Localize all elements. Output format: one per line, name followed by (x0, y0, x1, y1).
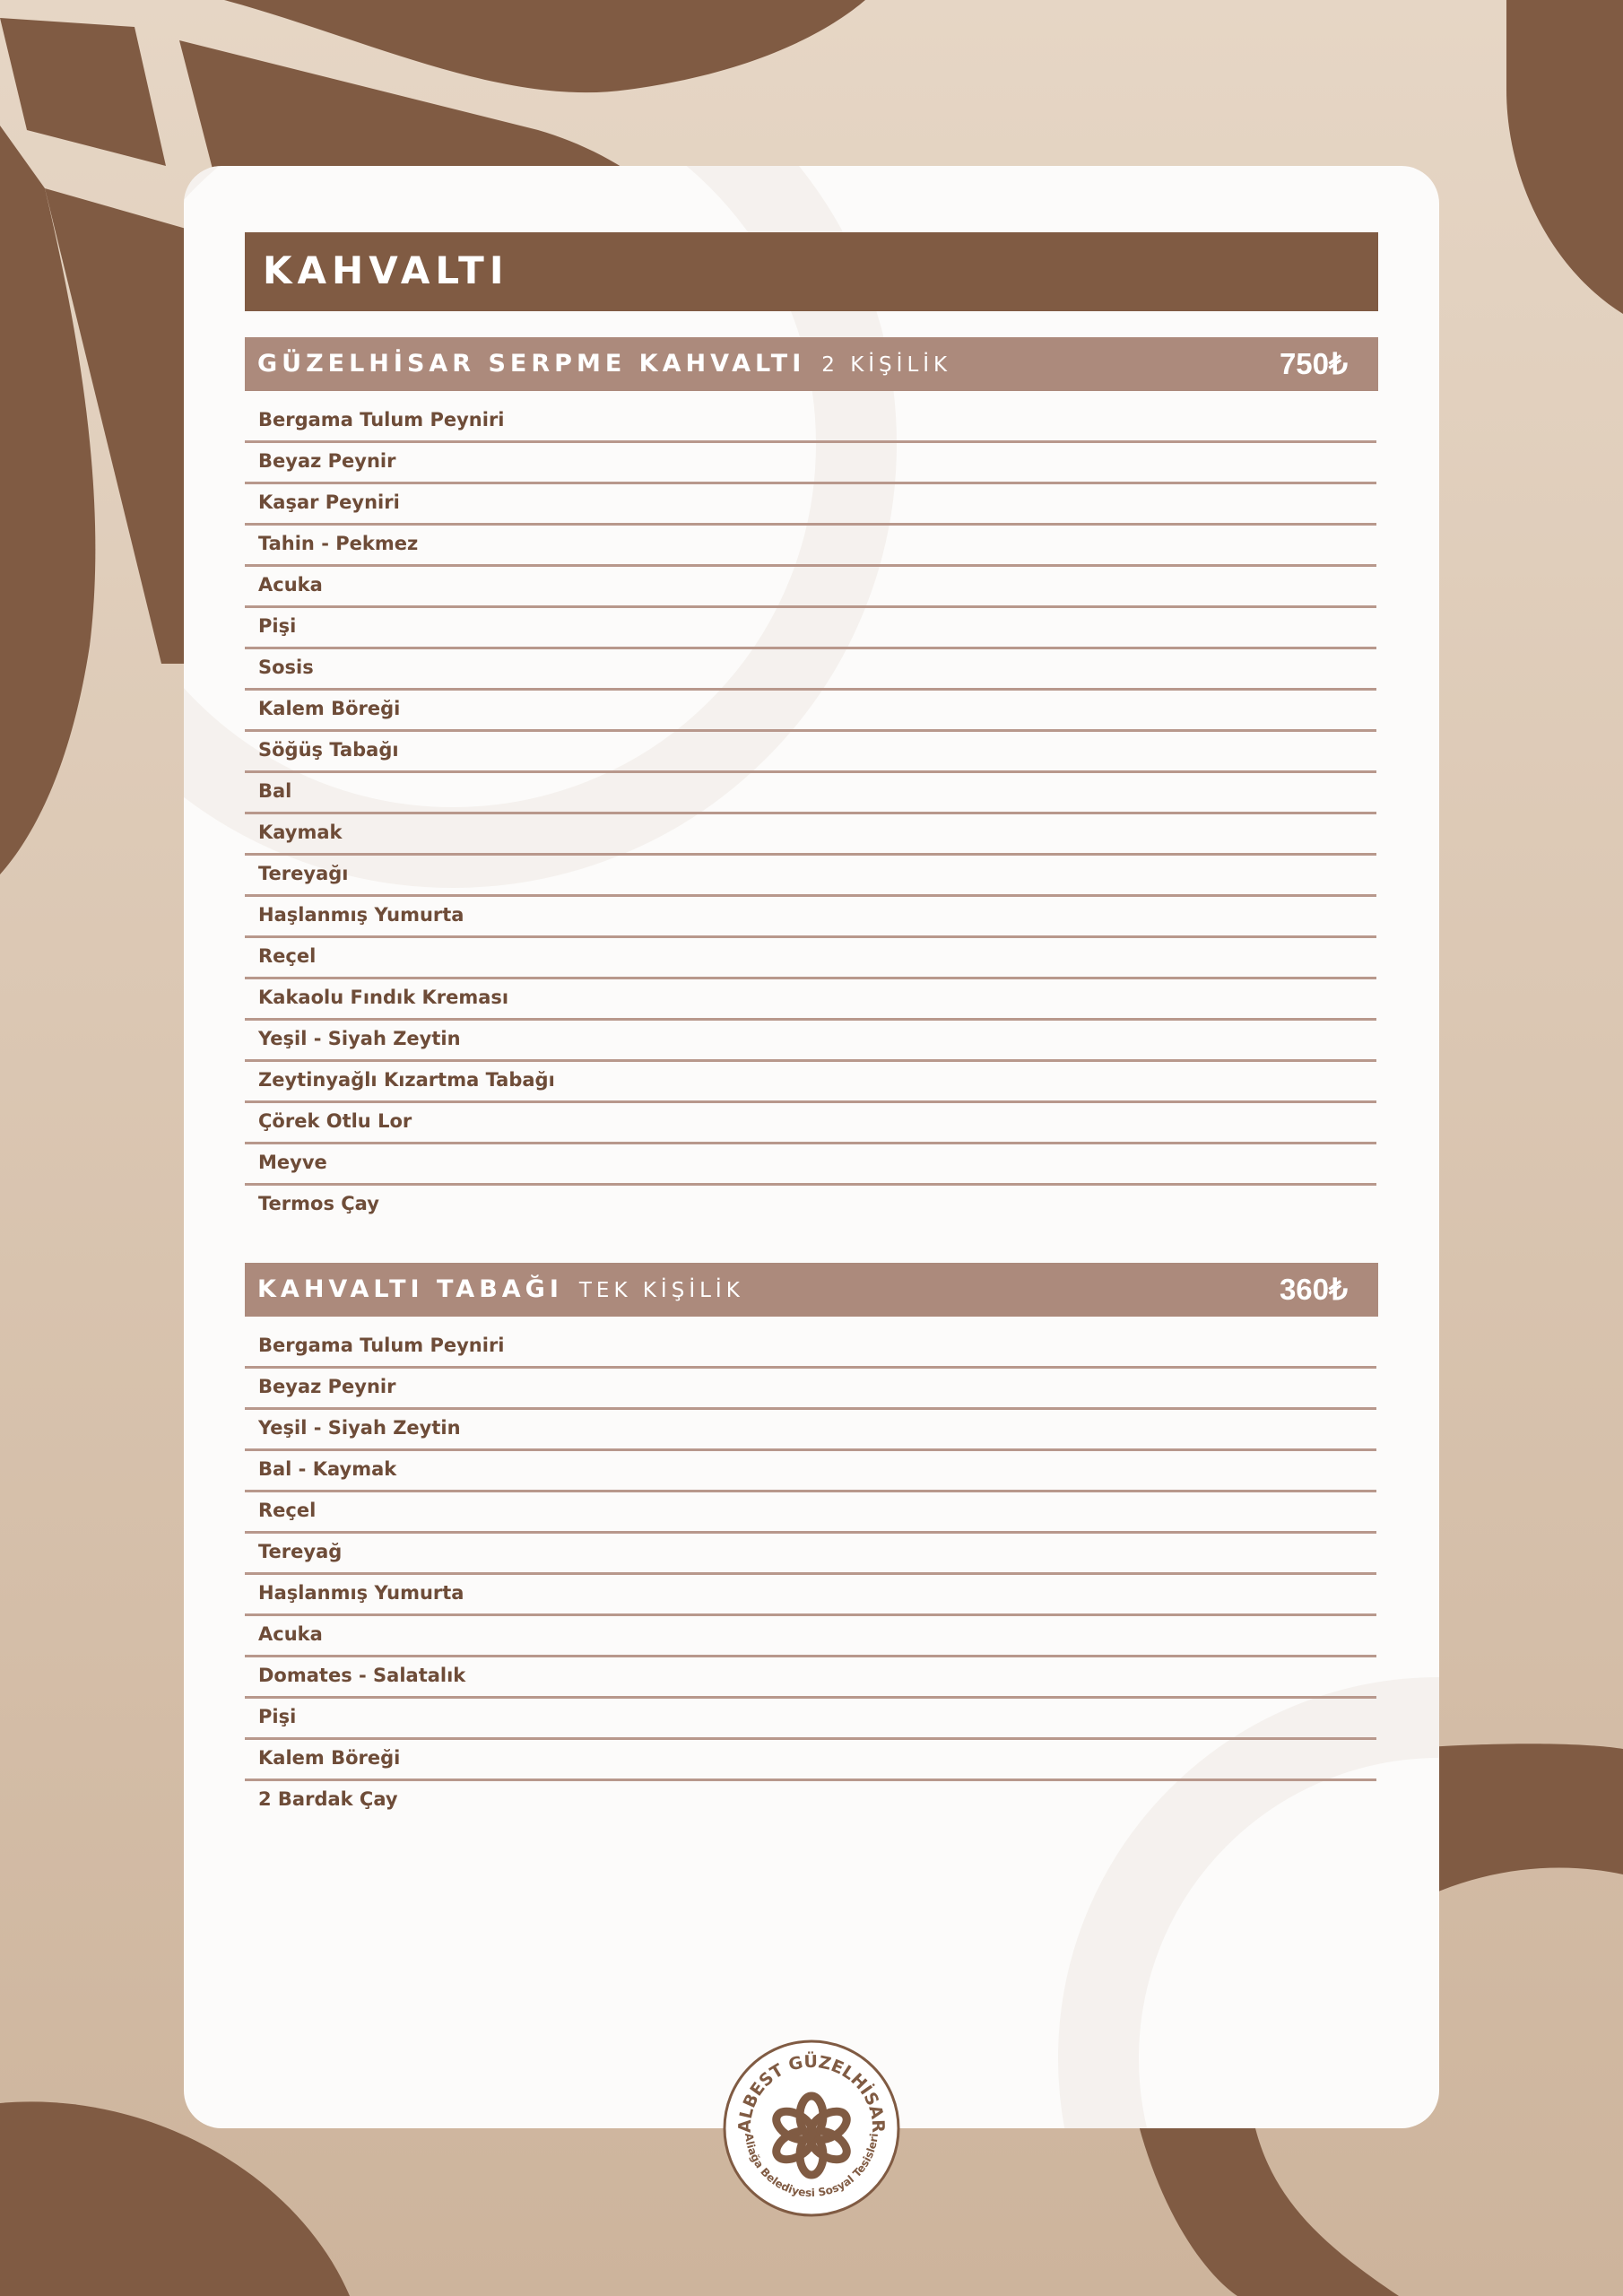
list-item (245, 1699, 1376, 1740)
item-name: Reçel (258, 945, 317, 967)
list-item (245, 1103, 1376, 1144)
item-name: Bal - Kaymak (258, 1458, 397, 1480)
list-item (245, 856, 1376, 897)
item-name: Reçel (258, 1500, 317, 1521)
item-name: Tereyağ (258, 1541, 343, 1562)
list-item (245, 567, 1376, 608)
item-name: Sosis (258, 657, 314, 678)
list-item (245, 402, 1376, 443)
item-name: Söğüş Tabağı (258, 739, 399, 761)
section-serving: TEK KİŞİLİK (578, 1279, 744, 1302)
item-name: Bergama Tulum Peyniri (258, 409, 505, 430)
item-name: Tereyağı (258, 863, 349, 884)
list-item (245, 691, 1376, 732)
item-name: Beyaz Peynir (258, 450, 396, 472)
item-name: Termos Çay (258, 1193, 379, 1214)
item-name: Tahin - Pekmez (258, 533, 419, 554)
item-name: Acuka (258, 574, 323, 596)
menu-card (184, 166, 1439, 2128)
item-name: Haşlanmış Yumurta (258, 1582, 464, 1604)
list-item (245, 1186, 1376, 1227)
item-name: Bergama Tulum Peyniri (258, 1335, 505, 1356)
item-list-tabak (245, 1327, 1376, 1822)
list-item (245, 897, 1376, 938)
list-item (245, 1575, 1376, 1616)
logo-tagline: Aliağa Belediyesi Sosyal Tesisleri (742, 2132, 881, 2200)
list-item (245, 979, 1376, 1021)
list-item (245, 1492, 1376, 1534)
list-item (245, 1062, 1376, 1103)
list-item (245, 1534, 1376, 1575)
list-item (245, 649, 1376, 691)
item-name: Pişi (258, 1706, 297, 1727)
item-name: Meyve (258, 1152, 327, 1173)
item-name: Kakaolu Fındık Kreması (258, 987, 509, 1008)
item-name: Bal (258, 780, 292, 802)
item-name: Beyaz Peynir (258, 1376, 396, 1397)
item-name: Pişi (258, 615, 297, 637)
list-item (245, 1410, 1376, 1451)
albest-logo (722, 2039, 901, 2218)
section-header-tabak (245, 1263, 1378, 1317)
list-item (245, 608, 1376, 649)
list-item (245, 1616, 1376, 1657)
list-item (245, 484, 1376, 526)
list-item (245, 1451, 1376, 1492)
list-item (245, 938, 1376, 979)
section-name: GÜZELHİSAR SERPME KAHVALTI (257, 350, 806, 378)
list-item (245, 1657, 1376, 1699)
item-name: 2 Bardak Çay (258, 1788, 398, 1810)
list-item (245, 1369, 1376, 1410)
item-name: Kalem Böreği (258, 698, 401, 719)
item-name: Çörek Otlu Lor (258, 1110, 412, 1132)
list-item (245, 526, 1376, 567)
list-item (245, 1740, 1376, 1781)
list-item (245, 1021, 1376, 1062)
list-item (245, 732, 1376, 773)
item-name: Haşlanmış Yumurta (258, 904, 464, 926)
section-price: 750₺ (1279, 347, 1348, 380)
list-item (245, 1144, 1376, 1186)
item-name: Yeşil - Siyah Zeytin (258, 1417, 461, 1439)
list-item (245, 1327, 1376, 1369)
section-price: 360₺ (1279, 1273, 1348, 1306)
menu-title: KAHVALTI (263, 248, 509, 292)
section-serving: 2 KİŞİLİK (821, 353, 952, 377)
item-name: Yeşil - Siyah Zeytin (258, 1028, 461, 1049)
list-item (245, 814, 1376, 856)
item-list-serpme (245, 402, 1376, 1227)
item-name: Kalem Böreği (258, 1747, 401, 1769)
list-item (245, 443, 1376, 484)
item-name: Kaşar Peyniri (258, 491, 400, 513)
item-name: Acuka (258, 1623, 323, 1645)
logo-name: ALBEST GÜZELHİSAR (734, 2051, 889, 2134)
section-header-serpme (245, 337, 1378, 391)
item-name: Kaymak (258, 822, 343, 843)
section-name: KAHVALTI TABAĞI (257, 1275, 563, 1303)
menu-title-bar (245, 232, 1378, 311)
item-name: Zeytinyağlı Kızartma Tabağı (258, 1069, 555, 1091)
item-name: Domates - Salatalık (258, 1665, 466, 1686)
list-item (245, 773, 1376, 814)
list-item (245, 1781, 1376, 1822)
